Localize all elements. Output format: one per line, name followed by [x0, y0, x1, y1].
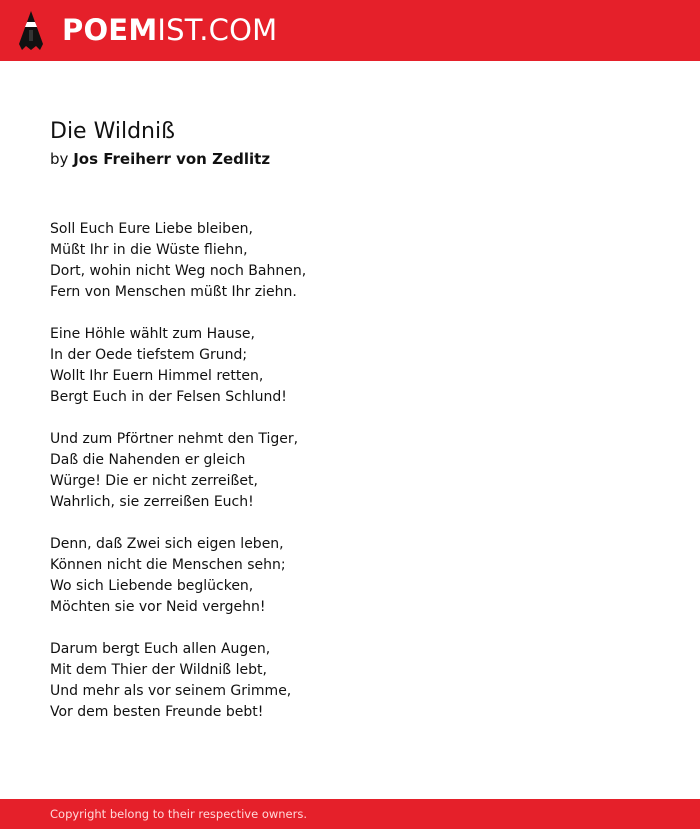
site-logo[interactable] [62, 12, 277, 48]
poem-line: Denn, daß Zwei sich eigen leben, [50, 536, 284, 552]
poem-line: Können nicht die Menschen sehn; [50, 557, 286, 573]
poem-line: Darum bergt Euch allen Augen, [50, 641, 271, 657]
site-footer [0, 799, 700, 829]
poem-byline [50, 149, 270, 169]
poem-line: Vor dem besten Freunde bebt! [50, 704, 264, 720]
poem-line: Würge! Die er nicht zerreißet, [50, 473, 258, 489]
stanza [50, 324, 306, 408]
pencil-logo-icon[interactable] [18, 10, 44, 51]
stanza [50, 534, 306, 618]
poem-line: Daß die Nahenden er gleich [50, 452, 246, 468]
poem-line: Und mehr als vor seinem Grimme, [50, 683, 292, 699]
poem-line: Dort, wohin nicht Weg noch Bahnen, [50, 263, 307, 279]
poem-line: In der Oede tiefstem Grund; [50, 347, 248, 363]
poem-line: Wo sich Liebende beglücken, [50, 578, 254, 594]
poem-line: Müßt Ihr in die Wüste fliehn, [50, 242, 248, 258]
poem-line: Wollt Ihr Euern Himmel retten, [50, 368, 264, 384]
logo-text-bold: POEM [62, 13, 158, 47]
poem-line: Eine Höhle wählt zum Hause, [50, 326, 255, 342]
poem-line: Soll Euch Eure Liebe bleiben, [50, 221, 254, 237]
stanza [50, 639, 306, 723]
poem-line: Möchten sie vor Neid vergehn! [50, 599, 266, 615]
poem-line: Wahrlich, sie zerreißen Euch! [50, 494, 254, 510]
stanza [50, 219, 306, 303]
poem-line: Mit dem Thier der Wildniß lebt, [50, 662, 267, 678]
poem-body [50, 219, 306, 744]
site-header [0, 0, 700, 61]
copyright-text: Copyright belong to their respective owners. [50, 807, 308, 821]
stanza [50, 429, 306, 513]
poem-line: Und zum Pförtner nehmt den Tiger, [50, 431, 299, 447]
poem-line: Bergt Euch in der Felsen Schlund! [50, 389, 287, 405]
poem-line: Fern von Menschen müßt Ihr ziehn. [50, 284, 297, 300]
poem-title: Die Wildniß [50, 119, 175, 144]
author-name[interactable]: Jos Freiherr von Zedlitz [73, 150, 271, 168]
logo-text-light: IST.COM [157, 13, 278, 47]
byline-prefix: by [50, 150, 69, 168]
